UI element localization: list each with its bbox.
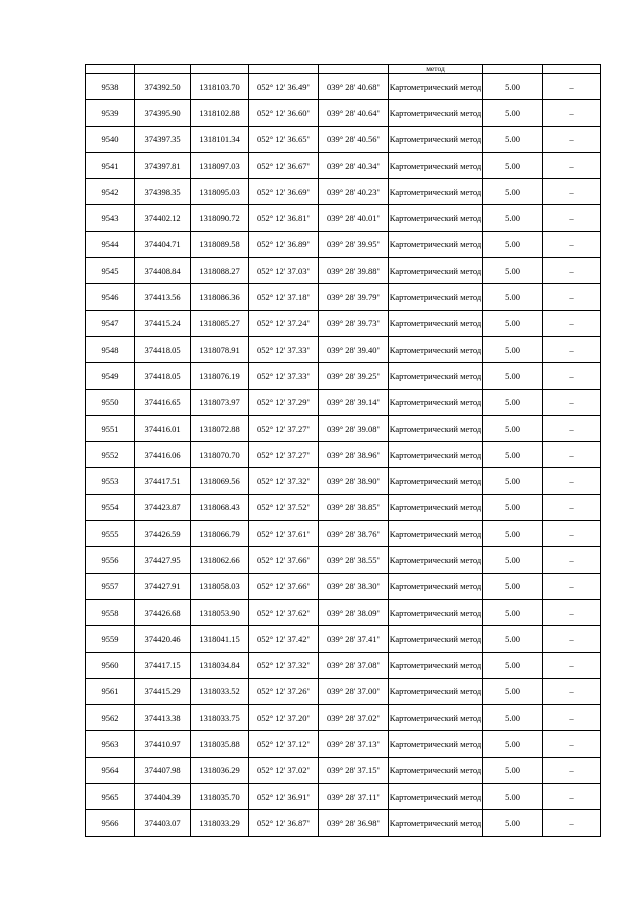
latitude-cell: 052° 12' 37.66" <box>249 573 319 599</box>
table-row <box>86 258 601 284</box>
coordinates-table <box>85 64 601 837</box>
longitude-cell: 039° 28' 40.56" <box>319 126 389 152</box>
note-cell: – <box>543 284 601 310</box>
latitude-cell: 052° 12' 37.32" <box>249 652 319 678</box>
note-cell: – <box>543 363 601 389</box>
table-row <box>86 336 601 362</box>
point-number-cell: 9559 <box>86 626 135 652</box>
accuracy-cell: 5.00 <box>483 784 543 810</box>
x-coordinate-cell: 374404.71 <box>135 231 191 257</box>
latitude-cell: 052° 12' 37.12" <box>249 731 319 757</box>
y-coordinate-cell: 1318076.19 <box>191 363 249 389</box>
point-number-cell: 9561 <box>86 678 135 704</box>
table-row <box>86 494 601 520</box>
x-coordinate-cell: 374413.56 <box>135 284 191 310</box>
table-row <box>86 442 601 468</box>
note-cell: – <box>543 205 601 231</box>
method-cell: Картометрический метод <box>389 442 483 468</box>
longitude-cell: 039° 28' 39.79" <box>319 284 389 310</box>
x-coordinate-cell: 374415.24 <box>135 310 191 336</box>
table-row <box>86 678 601 704</box>
latitude-cell: 052° 12' 37.33" <box>249 363 319 389</box>
y-coordinate-cell: 1318101.34 <box>191 126 249 152</box>
table-cell <box>135 65 191 74</box>
y-coordinate-cell: 1318066.79 <box>191 521 249 547</box>
x-coordinate-cell: 374417.51 <box>135 468 191 494</box>
note-cell: – <box>543 626 601 652</box>
point-number-cell: 9557 <box>86 573 135 599</box>
y-coordinate-cell: 1318090.72 <box>191 205 249 231</box>
y-coordinate-cell: 1318033.29 <box>191 810 249 836</box>
note-cell: – <box>543 126 601 152</box>
y-coordinate-cell: 1318072.88 <box>191 415 249 441</box>
latitude-cell: 052° 12' 37.52" <box>249 494 319 520</box>
table-row <box>86 231 601 257</box>
longitude-cell: 039° 28' 38.09" <box>319 599 389 625</box>
accuracy-cell: 5.00 <box>483 205 543 231</box>
note-cell: – <box>543 599 601 625</box>
accuracy-cell: 5.00 <box>483 468 543 494</box>
y-coordinate-cell: 1318103.70 <box>191 74 249 100</box>
accuracy-cell: 5.00 <box>483 599 543 625</box>
latitude-cell: 052° 12' 36.87" <box>249 810 319 836</box>
accuracy-cell: 5.00 <box>483 573 543 599</box>
method-cell: Картометрический метод <box>389 731 483 757</box>
accuracy-cell: 5.00 <box>483 626 543 652</box>
y-coordinate-cell: 1318035.70 <box>191 784 249 810</box>
y-coordinate-cell: 1318035.88 <box>191 731 249 757</box>
table-cell <box>543 65 601 74</box>
accuracy-cell: 5.00 <box>483 494 543 520</box>
accuracy-cell: 5.00 <box>483 363 543 389</box>
table-row <box>86 468 601 494</box>
point-number-cell: 9566 <box>86 810 135 836</box>
note-cell: – <box>543 258 601 284</box>
x-coordinate-cell: 374417.15 <box>135 652 191 678</box>
y-coordinate-cell: 1318070.70 <box>191 442 249 468</box>
note-cell: – <box>543 705 601 731</box>
longitude-cell: 039° 28' 38.85" <box>319 494 389 520</box>
point-number-cell: 9542 <box>86 179 135 205</box>
x-coordinate-cell: 374420.46 <box>135 626 191 652</box>
point-number-cell: 9564 <box>86 757 135 783</box>
method-cell: Картометрический метод <box>389 678 483 704</box>
point-number-cell: 9552 <box>86 442 135 468</box>
point-number-cell: 9545 <box>86 258 135 284</box>
note-cell: – <box>543 521 601 547</box>
accuracy-cell: 5.00 <box>483 442 543 468</box>
x-coordinate-cell: 374427.91 <box>135 573 191 599</box>
y-coordinate-cell: 1318089.58 <box>191 231 249 257</box>
longitude-cell: 039° 28' 37.41" <box>319 626 389 652</box>
point-number-cell: 9549 <box>86 363 135 389</box>
table-row <box>86 415 601 441</box>
note-cell: – <box>543 415 601 441</box>
x-coordinate-cell: 374423.87 <box>135 494 191 520</box>
longitude-cell: 039° 28' 40.64" <box>319 100 389 126</box>
x-coordinate-cell: 374416.06 <box>135 442 191 468</box>
latitude-cell: 052° 12' 37.03" <box>249 258 319 284</box>
method-cell: Картометрический метод <box>389 757 483 783</box>
latitude-cell: 052° 12' 37.32" <box>249 468 319 494</box>
table-row <box>86 652 601 678</box>
latitude-cell: 052° 12' 36.60" <box>249 100 319 126</box>
table-row <box>86 100 601 126</box>
table-cell <box>86 65 135 74</box>
latitude-cell: 052° 12' 37.61" <box>249 521 319 547</box>
note-cell: – <box>543 494 601 520</box>
method-cell: Картометрический метод <box>389 521 483 547</box>
latitude-cell: 052° 12' 37.02" <box>249 757 319 783</box>
table-row <box>86 573 601 599</box>
x-coordinate-cell: 374397.35 <box>135 126 191 152</box>
method-cell: Картометрический метод <box>389 547 483 573</box>
method-cell: Картометрический метод <box>389 179 483 205</box>
longitude-cell: 039° 28' 39.14" <box>319 389 389 415</box>
table-row <box>86 731 601 757</box>
x-coordinate-cell: 374427.95 <box>135 547 191 573</box>
point-number-cell: 9543 <box>86 205 135 231</box>
x-coordinate-cell: 374407.98 <box>135 757 191 783</box>
accuracy-cell: 5.00 <box>483 258 543 284</box>
method-cell: Картометрический метод <box>389 363 483 389</box>
longitude-cell: 039° 28' 40.01" <box>319 205 389 231</box>
latitude-cell: 052° 12' 37.26" <box>249 678 319 704</box>
table-row <box>86 310 601 336</box>
x-coordinate-cell: 374404.39 <box>135 784 191 810</box>
longitude-cell: 039° 28' 39.25" <box>319 363 389 389</box>
method-cell: Картометрический метод <box>389 494 483 520</box>
x-coordinate-cell: 374426.68 <box>135 599 191 625</box>
longitude-cell: 039° 28' 40.23" <box>319 179 389 205</box>
y-coordinate-cell: 1318069.56 <box>191 468 249 494</box>
point-number-cell: 9555 <box>86 521 135 547</box>
longitude-cell: 039° 28' 37.15" <box>319 757 389 783</box>
x-coordinate-cell: 374392.50 <box>135 74 191 100</box>
note-cell: – <box>543 810 601 836</box>
table-cell <box>483 65 543 74</box>
table-row <box>86 705 601 731</box>
accuracy-cell: 5.00 <box>483 705 543 731</box>
method-cell: Картометрический метод <box>389 705 483 731</box>
x-coordinate-cell: 374403.07 <box>135 810 191 836</box>
x-coordinate-cell: 374426.59 <box>135 521 191 547</box>
method-tail-cell: метод <box>389 65 483 74</box>
table-cell <box>249 65 319 74</box>
longitude-cell: 039° 28' 38.96" <box>319 442 389 468</box>
method-cell: Картометрический метод <box>389 468 483 494</box>
note-cell: – <box>543 231 601 257</box>
x-coordinate-cell: 374413.38 <box>135 705 191 731</box>
table-row <box>86 784 601 810</box>
method-cell: Картометрический метод <box>389 810 483 836</box>
y-coordinate-cell: 1318053.90 <box>191 599 249 625</box>
accuracy-cell: 5.00 <box>483 652 543 678</box>
accuracy-cell: 5.00 <box>483 415 543 441</box>
latitude-cell: 052° 12' 36.81" <box>249 205 319 231</box>
method-cell: Картометрический метод <box>389 626 483 652</box>
longitude-cell: 039° 28' 40.34" <box>319 152 389 178</box>
table-row <box>86 521 601 547</box>
latitude-cell: 052° 12' 36.91" <box>249 784 319 810</box>
longitude-cell: 039° 28' 39.08" <box>319 415 389 441</box>
continued-row <box>86 65 601 74</box>
latitude-cell: 052° 12' 36.89" <box>249 231 319 257</box>
table-row <box>86 757 601 783</box>
point-number-cell: 9563 <box>86 731 135 757</box>
table-body <box>86 65 601 837</box>
method-cell: Картометрический метод <box>389 784 483 810</box>
latitude-cell: 052° 12' 37.29" <box>249 389 319 415</box>
method-cell: Картометрический метод <box>389 205 483 231</box>
accuracy-cell: 5.00 <box>483 100 543 126</box>
longitude-cell: 039° 28' 39.95" <box>319 231 389 257</box>
table-row <box>86 810 601 836</box>
point-number-cell: 9550 <box>86 389 135 415</box>
table-cell <box>191 65 249 74</box>
table-row <box>86 126 601 152</box>
point-number-cell: 9558 <box>86 599 135 625</box>
longitude-cell: 039° 28' 38.90" <box>319 468 389 494</box>
longitude-cell: 039° 28' 37.13" <box>319 731 389 757</box>
accuracy-cell: 5.00 <box>483 126 543 152</box>
table-row <box>86 74 601 100</box>
point-number-cell: 9546 <box>86 284 135 310</box>
x-coordinate-cell: 374416.01 <box>135 415 191 441</box>
note-cell: – <box>543 652 601 678</box>
point-number-cell: 9548 <box>86 336 135 362</box>
accuracy-cell: 5.00 <box>483 231 543 257</box>
longitude-cell: 039° 28' 37.00" <box>319 678 389 704</box>
y-coordinate-cell: 1318073.97 <box>191 389 249 415</box>
y-coordinate-cell: 1318062.66 <box>191 547 249 573</box>
note-cell: – <box>543 310 601 336</box>
y-coordinate-cell: 1318036.29 <box>191 757 249 783</box>
note-cell: – <box>543 573 601 599</box>
method-cell: Картометрический метод <box>389 126 483 152</box>
note-cell: – <box>543 757 601 783</box>
longitude-cell: 039° 28' 38.30" <box>319 573 389 599</box>
note-cell: – <box>543 100 601 126</box>
x-coordinate-cell: 374416.65 <box>135 389 191 415</box>
note-cell: – <box>543 547 601 573</box>
x-coordinate-cell: 374395.90 <box>135 100 191 126</box>
table-row <box>86 152 601 178</box>
note-cell: – <box>543 784 601 810</box>
method-cell: Картометрический метод <box>389 336 483 362</box>
latitude-cell: 052° 12' 36.69" <box>249 179 319 205</box>
accuracy-cell: 5.00 <box>483 389 543 415</box>
longitude-cell: 039° 28' 39.73" <box>319 310 389 336</box>
accuracy-cell: 5.00 <box>483 336 543 362</box>
accuracy-cell: 5.00 <box>483 731 543 757</box>
table-row <box>86 179 601 205</box>
latitude-cell: 052° 12' 37.33" <box>249 336 319 362</box>
latitude-cell: 052° 12' 37.24" <box>249 310 319 336</box>
accuracy-cell: 5.00 <box>483 74 543 100</box>
x-coordinate-cell: 374408.84 <box>135 258 191 284</box>
point-number-cell: 9551 <box>86 415 135 441</box>
latitude-cell: 052° 12' 37.66" <box>249 547 319 573</box>
x-coordinate-cell: 374398.35 <box>135 179 191 205</box>
y-coordinate-cell: 1318085.27 <box>191 310 249 336</box>
y-coordinate-cell: 1318034.84 <box>191 652 249 678</box>
longitude-cell: 039° 28' 39.40" <box>319 336 389 362</box>
latitude-cell: 052° 12' 36.65" <box>249 126 319 152</box>
latitude-cell: 052° 12' 37.62" <box>249 599 319 625</box>
method-cell: Картометрический метод <box>389 231 483 257</box>
x-coordinate-cell: 374410.97 <box>135 731 191 757</box>
accuracy-cell: 5.00 <box>483 547 543 573</box>
y-coordinate-cell: 1318088.27 <box>191 258 249 284</box>
y-coordinate-cell: 1318097.03 <box>191 152 249 178</box>
point-number-cell: 9547 <box>86 310 135 336</box>
table-row <box>86 205 601 231</box>
table-row <box>86 599 601 625</box>
x-coordinate-cell: 374415.29 <box>135 678 191 704</box>
note-cell: – <box>543 468 601 494</box>
latitude-cell: 052° 12' 37.18" <box>249 284 319 310</box>
accuracy-cell: 5.00 <box>483 757 543 783</box>
method-cell: Картометрический метод <box>389 415 483 441</box>
note-cell: – <box>543 152 601 178</box>
point-number-cell: 9541 <box>86 152 135 178</box>
table-row <box>86 547 601 573</box>
note-cell: – <box>543 442 601 468</box>
accuracy-cell: 5.00 <box>483 521 543 547</box>
point-number-cell: 9540 <box>86 126 135 152</box>
point-number-cell: 9538 <box>86 74 135 100</box>
method-cell: Картометрический метод <box>389 152 483 178</box>
x-coordinate-cell: 374397.81 <box>135 152 191 178</box>
note-cell: – <box>543 389 601 415</box>
y-coordinate-cell: 1318078.91 <box>191 336 249 362</box>
y-coordinate-cell: 1318041.15 <box>191 626 249 652</box>
point-number-cell: 9560 <box>86 652 135 678</box>
note-cell: – <box>543 678 601 704</box>
latitude-cell: 052° 12' 37.20" <box>249 705 319 731</box>
method-cell: Картометрический метод <box>389 599 483 625</box>
table-row <box>86 363 601 389</box>
latitude-cell: 052° 12' 36.49" <box>249 74 319 100</box>
longitude-cell: 039° 28' 37.11" <box>319 784 389 810</box>
x-coordinate-cell: 374418.05 <box>135 363 191 389</box>
latitude-cell: 052° 12' 37.42" <box>249 626 319 652</box>
method-cell: Картометрический метод <box>389 284 483 310</box>
latitude-cell: 052° 12' 37.27" <box>249 442 319 468</box>
table-row <box>86 626 601 652</box>
method-cell: Картометрический метод <box>389 74 483 100</box>
longitude-cell: 039° 28' 37.02" <box>319 705 389 731</box>
point-number-cell: 9554 <box>86 494 135 520</box>
note-cell: – <box>543 179 601 205</box>
x-coordinate-cell: 374418.05 <box>135 336 191 362</box>
accuracy-cell: 5.00 <box>483 810 543 836</box>
longitude-cell: 039° 28' 36.98" <box>319 810 389 836</box>
method-cell: Картометрический метод <box>389 100 483 126</box>
method-cell: Картометрический метод <box>389 389 483 415</box>
latitude-cell: 052° 12' 36.67" <box>249 152 319 178</box>
accuracy-cell: 5.00 <box>483 152 543 178</box>
accuracy-cell: 5.00 <box>483 284 543 310</box>
point-number-cell: 9565 <box>86 784 135 810</box>
y-coordinate-cell: 1318068.43 <box>191 494 249 520</box>
note-cell: – <box>543 74 601 100</box>
point-number-cell: 9539 <box>86 100 135 126</box>
method-cell: Картометрический метод <box>389 258 483 284</box>
point-number-cell: 9556 <box>86 547 135 573</box>
longitude-cell: 039° 28' 38.76" <box>319 521 389 547</box>
y-coordinate-cell: 1318058.03 <box>191 573 249 599</box>
method-cell: Картометрический метод <box>389 310 483 336</box>
point-number-cell: 9562 <box>86 705 135 731</box>
method-cell: Картометрический метод <box>389 573 483 599</box>
table-row <box>86 284 601 310</box>
note-cell: – <box>543 336 601 362</box>
longitude-cell: 039° 28' 40.68" <box>319 74 389 100</box>
longitude-cell: 039° 28' 39.88" <box>319 258 389 284</box>
y-coordinate-cell: 1318102.88 <box>191 100 249 126</box>
latitude-cell: 052° 12' 37.27" <box>249 415 319 441</box>
longitude-cell: 039° 28' 38.55" <box>319 547 389 573</box>
y-coordinate-cell: 1318086.36 <box>191 284 249 310</box>
y-coordinate-cell: 1318033.52 <box>191 678 249 704</box>
y-coordinate-cell: 1318033.75 <box>191 705 249 731</box>
x-coordinate-cell: 374402.12 <box>135 205 191 231</box>
point-number-cell: 9553 <box>86 468 135 494</box>
accuracy-cell: 5.00 <box>483 310 543 336</box>
accuracy-cell: 5.00 <box>483 678 543 704</box>
table-cell <box>319 65 389 74</box>
y-coordinate-cell: 1318095.03 <box>191 179 249 205</box>
point-number-cell: 9544 <box>86 231 135 257</box>
longitude-cell: 039° 28' 37.08" <box>319 652 389 678</box>
table-row <box>86 389 601 415</box>
method-cell: Картометрический метод <box>389 652 483 678</box>
accuracy-cell: 5.00 <box>483 179 543 205</box>
note-cell: – <box>543 731 601 757</box>
